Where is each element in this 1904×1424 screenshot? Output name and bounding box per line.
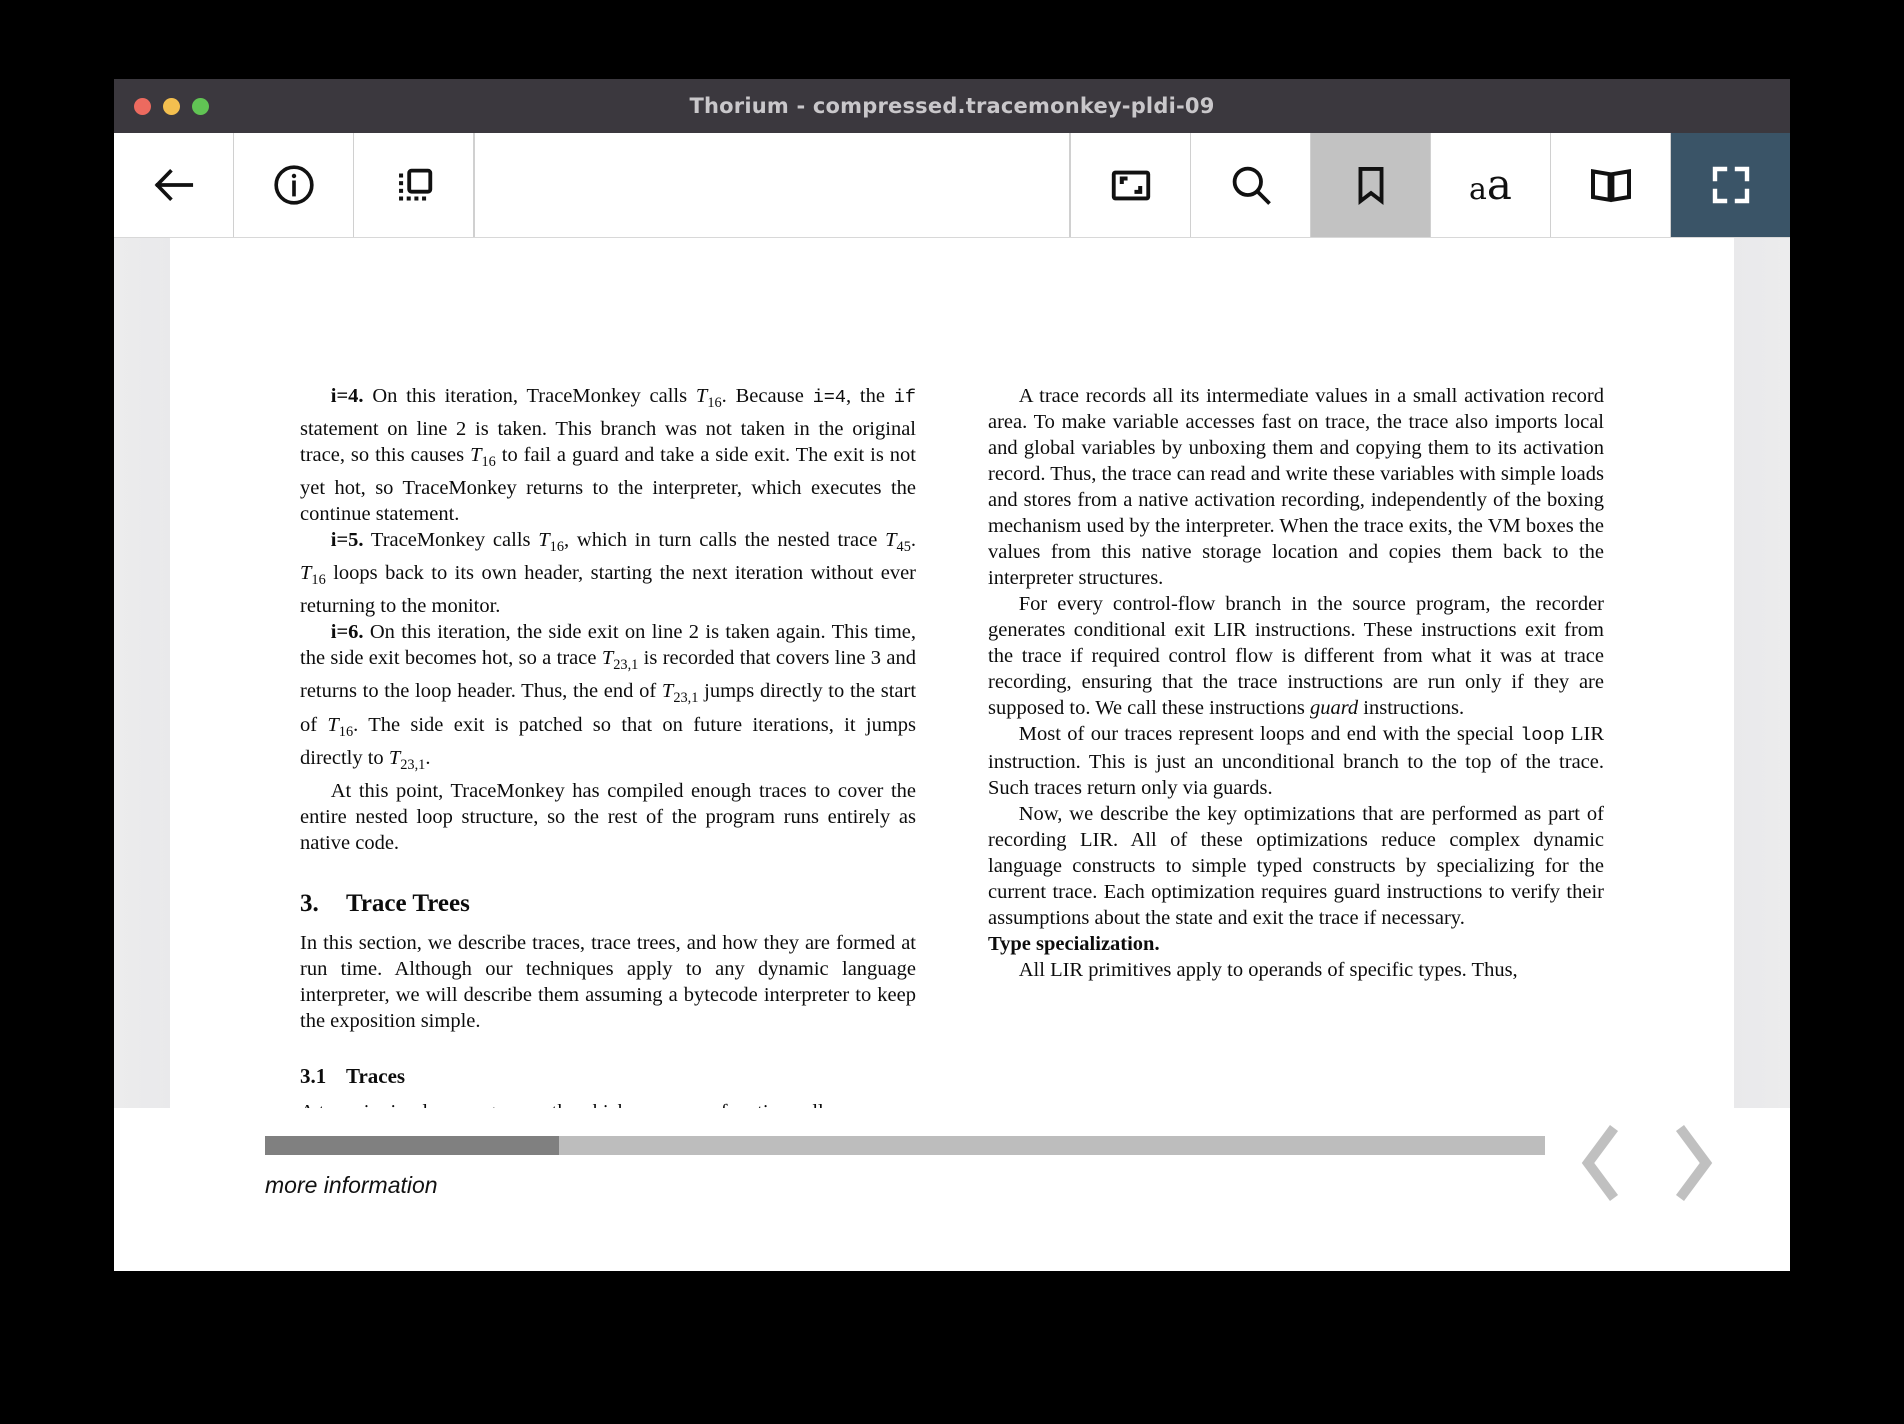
page-columns — [300, 238, 1604, 1108]
page-gutter-right — [1734, 238, 1790, 1108]
reading-mode-icon — [1587, 161, 1635, 209]
paragraph-optimizations: Now, we describe the key optimizations that are performed as part of recording LIR. All of these optimizations reduce complex dynamic language constructs to simple typed constructs by specializing for the current trace. Each optimization requires guard instructions to verify their assumptions about the state and exit the trace if necessary. — [988, 803, 1604, 929]
paragraph-loop: Most of our traces represent loops and end with the special loop LIR instruction. This is just an unconditional branch to the top of the trace. Such traces return only via guards. — [988, 723, 1604, 799]
back-button[interactable] — [114, 133, 234, 237]
paragraph-i5: i=5. TraceMonkey calls $T_{16}$, which in turn calls the nested trace $T_{45}$. $T_{16}$ loops back to its own header, starting the next iteration without ever returning to the monitor. — [300, 529, 916, 618]
pdf-page — [170, 238, 1734, 1108]
column-left — [300, 238, 916, 1108]
window-title: Thorium - compressed.tracemonkey-pldi-09 — [689, 94, 1215, 118]
section-title: Trace Trees — [346, 889, 470, 917]
bottom-bar — [114, 1108, 1790, 1271]
paragraph-i4: i=4. On this iteration, TraceMonkey calls $T_{16}$. Because i=4, the if statement on line 2 is taken. This branch was not taken in the original trace, so this causes $T_{16}$ to fail a guard and take a side exit. The exit is not yet hot, so TraceMonkey returns to the interpreter, which executes the continue statement. — [300, 385, 916, 526]
reading-progress-slider[interactable] — [265, 1136, 1545, 1155]
toc-icon — [391, 162, 437, 208]
paragraph-activation: A trace records all its intermediate values in a small activation record area. To make variable accesses fast on trace, the trace also imports local and global variables by unboxing them and copying them to its activation record. Thus, the trace can read and write these variables with simple loads and stores from a native activation recording, independently of the boxing mechanism used by the interpreter. When the trace exits, the VM boxes the values from this native storage location and copies them back to the interpreter structures. — [988, 385, 1604, 589]
fit-page-button[interactable] — [1070, 133, 1190, 237]
bookmark-icon — [1348, 162, 1394, 208]
toolbar-right-group — [1070, 133, 1790, 237]
search-icon — [1227, 161, 1275, 209]
fit-page-icon — [1108, 162, 1154, 208]
subsection-number: 3.1 — [300, 1063, 327, 1088]
section-heading — [300, 890, 916, 918]
info-button[interactable] — [234, 133, 354, 237]
toolbar-left-group — [114, 133, 474, 237]
subsection-heading — [300, 1064, 916, 1089]
paragraph-i6: i=6. On this iteration, the side exit on line 2 is taken again. This time, the side exit becomes hot, so a trace $T_{23,1}$ is recorded that covers line 3 and returns to the loop header. Thus, the end of $T_{23,1}$ jumps directly to the start of $T_{16}$. The side exit is patched so that on future iterations, it jumps directly to $T_{23,1}$. — [300, 621, 917, 773]
toolbar — [114, 133, 1790, 238]
reading-mode-button[interactable] — [1550, 133, 1670, 237]
minimize-button[interactable] — [163, 98, 180, 115]
back-icon — [151, 162, 197, 208]
bookmark-button[interactable] — [1310, 133, 1430, 237]
document-viewport[interactable] — [114, 238, 1790, 1108]
page-navigation — [1574, 1120, 1720, 1211]
info-icon — [271, 162, 317, 208]
next-page-button[interactable] — [1664, 1120, 1720, 1211]
search-button[interactable] — [1190, 133, 1310, 237]
toolbar-spacer — [474, 133, 1070, 237]
runin-body-clipped: All LIR primitives apply to operands of specific types. Thus, — [1018, 959, 1518, 981]
app-window — [114, 79, 1790, 1271]
close-button[interactable] — [134, 98, 151, 115]
window-controls — [134, 79, 209, 133]
reading-progress-fill — [265, 1136, 559, 1155]
runin-heading-label: Type specialization. — [988, 933, 1160, 955]
paragraph-guards: For every control-flow branch in the source program, the recorder generates conditional exit LIR instructions. These instructions exit from the trace if required control flow is different from what it was at trace recording, ensuring that the trace instructions are run only if they are supposed to. We call these instructions guard instructions. — [988, 593, 1604, 719]
section-body: In this section, we describe traces, trace trees, and how they are formed at run time. Although our techniques apply to any dynamic language interpreter, we will describe them assuming a bytecode interpreter to keep the exposition simple. — [300, 931, 916, 1032]
more-information-link[interactable]: more information — [265, 1172, 438, 1198]
column-right — [988, 238, 1604, 1108]
table-of-contents-button[interactable] — [354, 133, 474, 237]
fullscreen-button[interactable] — [1670, 133, 1790, 237]
paragraph-compiled: At this point, TraceMonkey has compiled enough traces to cover the entire nested loop structure, so the rest of the program runs entirely as native code. — [300, 779, 916, 854]
maximize-button[interactable] — [192, 98, 209, 115]
text-settings-icon: aa — [1469, 160, 1512, 209]
page-gutter-left — [114, 238, 170, 1108]
text-settings-button[interactable] — [1430, 133, 1550, 237]
subsection-title: Traces — [346, 1063, 406, 1088]
title-bar — [114, 79, 1790, 133]
fullscreen-icon — [1707, 161, 1755, 209]
previous-page-button[interactable] — [1574, 1120, 1630, 1211]
runin-heading-type-specialization — [988, 931, 1604, 957]
section-number: 3. — [300, 889, 319, 917]
